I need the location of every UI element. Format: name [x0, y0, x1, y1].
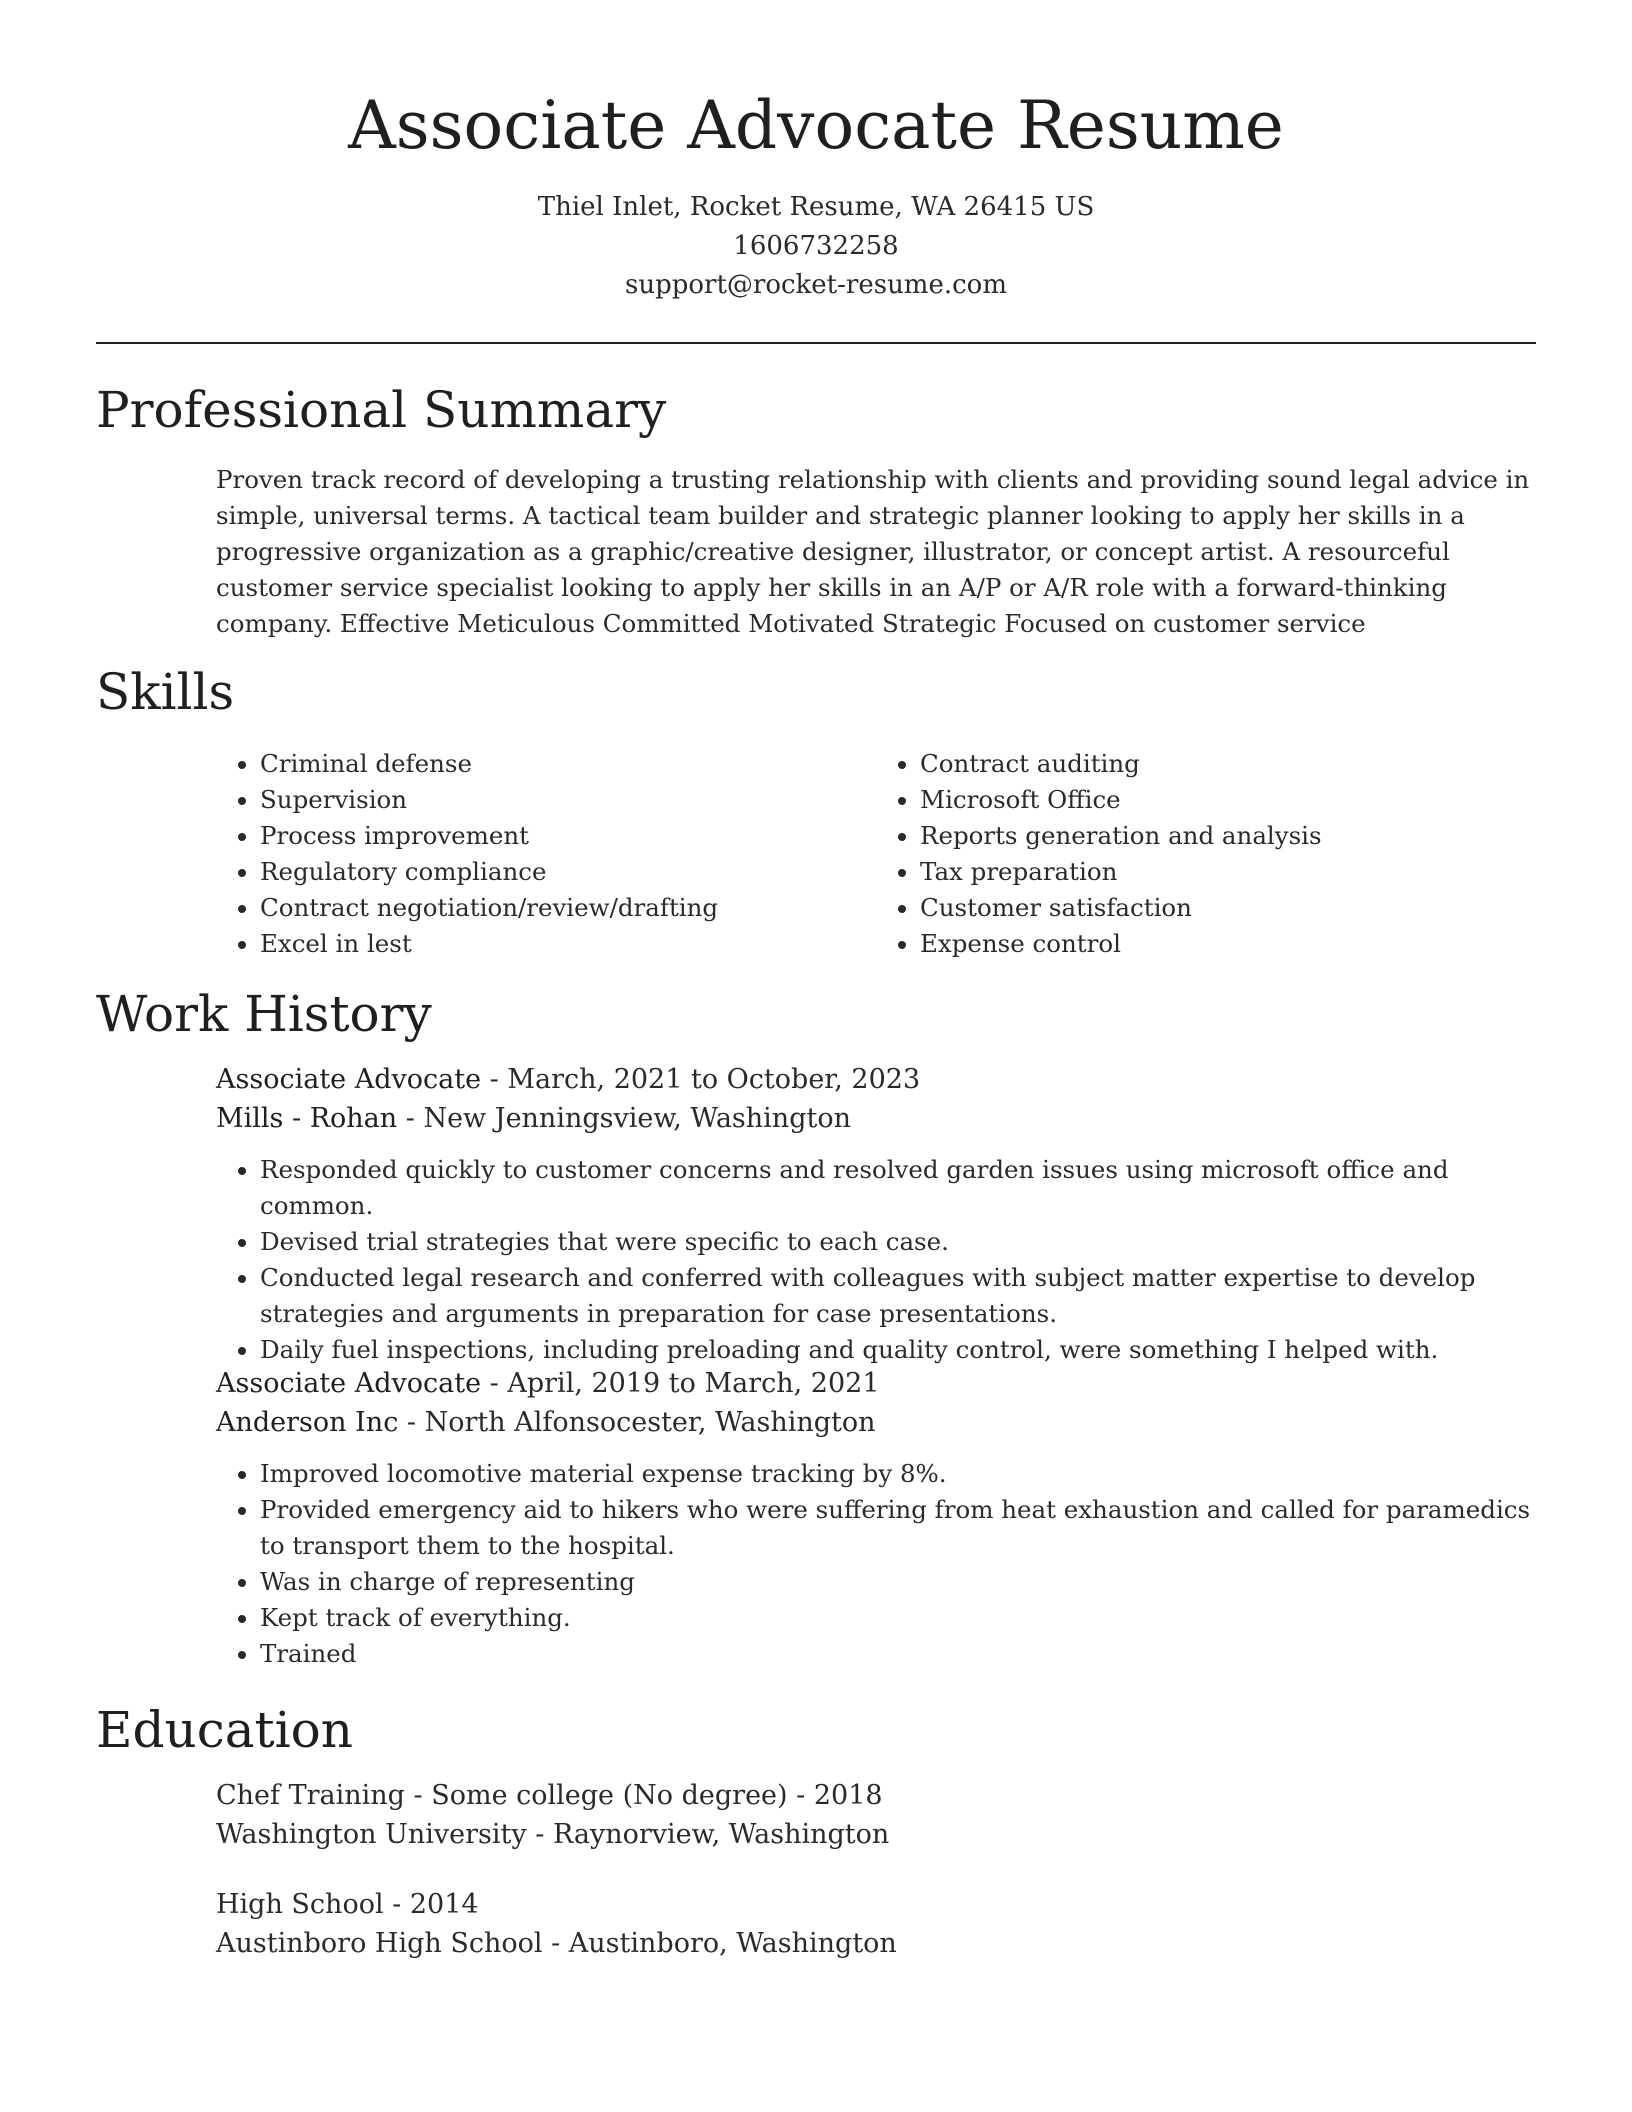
contact-block [0, 188, 1632, 305]
skill-item: • Supervision [260, 782, 876, 818]
education-school-line [216, 1924, 1536, 1963]
job-location: - North Alfonsocester, Washington [398, 1407, 876, 1438]
summary-text: Proven track record of developing a trusting relationship with clients and providing sound legal advice in simple, universal terms. A tactical team builder and strategic planner looking to apply her skills in a progressive organization as a graphic/creative designer, illustrator, or concept artist. A resourceful customer service specialist looking to apply her skills in an A/P or A/R role with a forward-thinking company. Effective Meticulous Committed Motivated Strategic Focused on customer service [216, 465, 1530, 638]
skill-item: • Contract negotiation/review/drafting [260, 890, 876, 926]
education-school: Austinboro High School [216, 1928, 543, 1959]
job-title: Associate Advocate [216, 1368, 482, 1399]
skill-item: • Criminal defense [260, 746, 876, 782]
skill-item: • Tax preparation [920, 854, 1536, 890]
summary-heading: Professional Summary [96, 381, 667, 439]
job-company: Anderson Inc [216, 1407, 399, 1438]
contact-phone: 1606732258 [733, 231, 899, 261]
contact-email: support@rocket-resume.com [624, 270, 1007, 300]
skill-item: • Contract auditing [920, 746, 1536, 782]
job-bullet: • Devised trial strategies that were specific to each case. [260, 1224, 1536, 1260]
job-bullet: • Trained [260, 1636, 1536, 1672]
skill-item: • Customer satisfaction [920, 890, 1536, 926]
job-bullet: • Kept track of everything. [260, 1600, 1536, 1636]
contact-address: Thiel Inlet, Rocket Resume, WA 26415 US [537, 192, 1095, 222]
skills-columns [216, 746, 1536, 962]
job-dates: - March, 2021 to October, 2023 [481, 1064, 921, 1095]
education-year: - 2018 [787, 1780, 883, 1811]
job-location: - New Jenningsview, Washington [397, 1103, 851, 1134]
job-entry [216, 1364, 1536, 1672]
education-entry [216, 1776, 1536, 1854]
job-company-line [216, 1099, 1536, 1138]
education-degree: Chef Training - Some college (No degree) [216, 1780, 788, 1811]
skill-item: • Regulatory compliance [260, 854, 876, 890]
skill-item: • Microsoft Office [920, 782, 1536, 818]
education-degree: High School [216, 1889, 384, 1920]
job-entry [216, 1060, 1536, 1368]
skill-item: • Expense control [920, 926, 1536, 962]
job-bullet: • Daily fuel inspections, including preloading and quality control, were something I helped with. [260, 1332, 1536, 1368]
education-location: - Austinboro, Washington [542, 1928, 897, 1959]
education-school: Washington University [216, 1819, 527, 1850]
resume-header [0, 0, 1632, 305]
education-degree-line [216, 1885, 1536, 1924]
education-entry [216, 1885, 1536, 1963]
job-company: Mills - Rohan [216, 1103, 398, 1134]
header-divider [96, 342, 1536, 344]
work-heading: Work History [96, 985, 432, 1043]
job-title-line [216, 1060, 1536, 1099]
job-bullet: • Was in charge of representing [260, 1564, 1536, 1600]
skills-list-right [876, 746, 1536, 962]
job-title: Associate Advocate [216, 1064, 482, 1095]
education-year: - 2014 [383, 1889, 479, 1920]
skill-item: • Excel in lest [260, 926, 876, 962]
education-degree-line [216, 1776, 1536, 1815]
skill-item: • Process improvement [260, 818, 876, 854]
skills-heading: Skills [96, 663, 235, 721]
job-bullets [216, 1456, 1536, 1672]
job-bullet: • Responded quickly to customer concerns and resolved garden issues using microsoft office and common. [260, 1152, 1536, 1224]
job-dates: - April, 2019 to March, 2021 [481, 1368, 880, 1399]
job-bullets [216, 1152, 1536, 1368]
skill-item: • Reports generation and analysis [920, 818, 1536, 854]
skills-list-left [216, 746, 876, 962]
education-heading: Education [96, 1701, 353, 1759]
job-bullet: • Improved locomotive material expense tracking by 8%. [260, 1456, 1536, 1492]
education-location: - Raynorview, Washington [526, 1819, 890, 1850]
job-title-line [216, 1364, 1536, 1403]
resume-title: Associate Advocate Resume [348, 87, 1284, 164]
job-bullet: • Provided emergency aid to hikers who were suffering from heat exhaustion and called for paramedics to transport them to the hospital. [260, 1492, 1536, 1564]
job-bullet: • Conducted legal research and conferred with colleagues with subject matter expertise to develop strategies and arguments in preparation for case presentations. [260, 1260, 1536, 1332]
job-company-line [216, 1403, 1536, 1442]
education-school-line [216, 1815, 1536, 1854]
